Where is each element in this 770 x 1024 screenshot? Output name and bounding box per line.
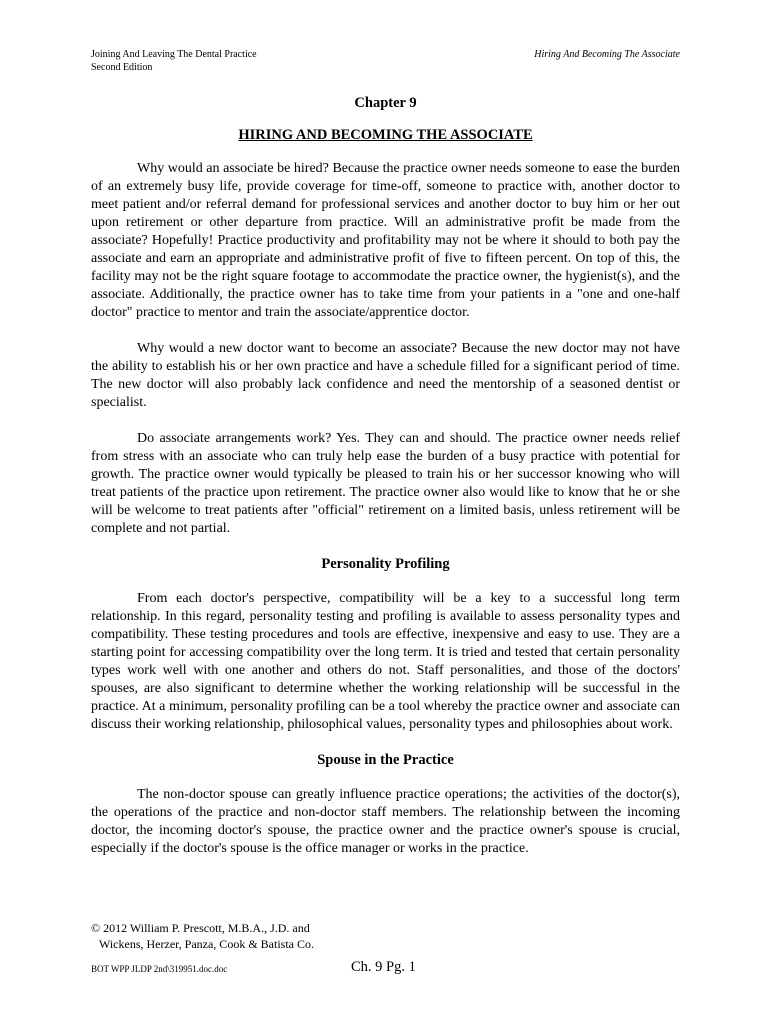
chapter-number: Chapter 9 <box>354 95 417 111</box>
edition-label: Second Edition <box>91 62 153 73</box>
chapter-body <box>91 94 680 858</box>
copyright-notice <box>91 920 314 952</box>
running-header-left <box>91 48 257 74</box>
copyright-line-1: © 2012 William P. Prescott, M.B.A., J.D. and <box>91 921 310 935</box>
chapter-title: HIRING AND BECOMING THE ASSOCIATE <box>238 127 533 143</box>
paragraph-personality: From each doctor's perspective, compatibility will be a key to a successful long term relationship. In this regard, personality testing and profiling is available to assess personality types and compatibility. These testing procedures and tools are effective, inexpensive and easy to use. They are a starting point for accessing compatibility over the long term. It is tried and tested that certain personality types work well with one another and others do not. Staff personalities, and those of the doctors' spouses, are also significant to determine whether the working relationship will be successful in the practice. At a minimum, personality profiling can be a tool whereby the practice owner and associate can discuss their working relationship, philosophical values, personality types and philosophies about work. <box>91 591 680 732</box>
section-heading-spouse: Spouse in the Practice <box>317 752 454 768</box>
paragraph-arrangements-work: Do associate arrangements work? Yes. They can and should. The practice owner needs relief from stress with an associate who can truly help ease the burden of a busy practice with potential for growth. The practice owner would typically be pleased to train his or her successor knowing who will treat patients of the practice upon retirement. The practice owner also would like to know that he or she will be welcome to treat patients after "official" retirement on a limited basis, unless retirement will be complete and not partial. <box>91 431 680 536</box>
paragraph-spouse: The non-doctor spouse can greatly influence practice operations; the activities of the doctor(s), the operations of the practice and non-doctor staff members. The relationship between the incoming doctor, the incoming doctor's spouse, the practice owner and the practice owner's spouse is crucial, especially if the doctor's spouse is the office manager or works in the practice. <box>91 787 680 856</box>
paragraph-why-hire: Why would an associate be hired? Because the practice owner needs someone to ease the burden of an extremely busy life, provide coverage for time-off, someone to practice with, another doctor to meet patient and/or referral demand for professional services and another doctor to buy him or her out upon retirement or other departure from practice. Will an administrative profit be made from the associate? Hopefully! Practice productivity and profitability may not be where it should to both pay the associate and earn an appropriate and administrative profit of five to fifteen percent. On top of this, the facility may not be the right square footage to accommodate the practice owner, the hygienist(s), and the associate. Additionally, the practice owner has to take time from your patients in a "one and one-half doctor" practice to mentor and train the associate/apprentice doctor. <box>91 161 680 320</box>
book-title: Joining And Leaving The Dental Practice <box>91 49 257 60</box>
footer-document-id: BOT WPP JLDP 2nd\319951.doc.doc <box>91 964 228 974</box>
running-header-right: Hiring And Becoming The Associate <box>534 49 680 60</box>
copyright-line-2: Wickens, Herzer, Panza, Cook & Batista Co. <box>99 937 314 951</box>
footer-page-number: Ch. 9 Pg. 1 <box>351 959 416 975</box>
section-heading-personality-profiling: Personality Profiling <box>321 556 450 572</box>
paragraph-why-become: Why would a new doctor want to become an associate? Because the new doctor may not have the ability to establish his or her own practice and have a schedule filled for a significant period of time. The new doctor will also probably lack confidence and need the mentorship of a seasoned dentist or specialist. <box>91 341 680 410</box>
